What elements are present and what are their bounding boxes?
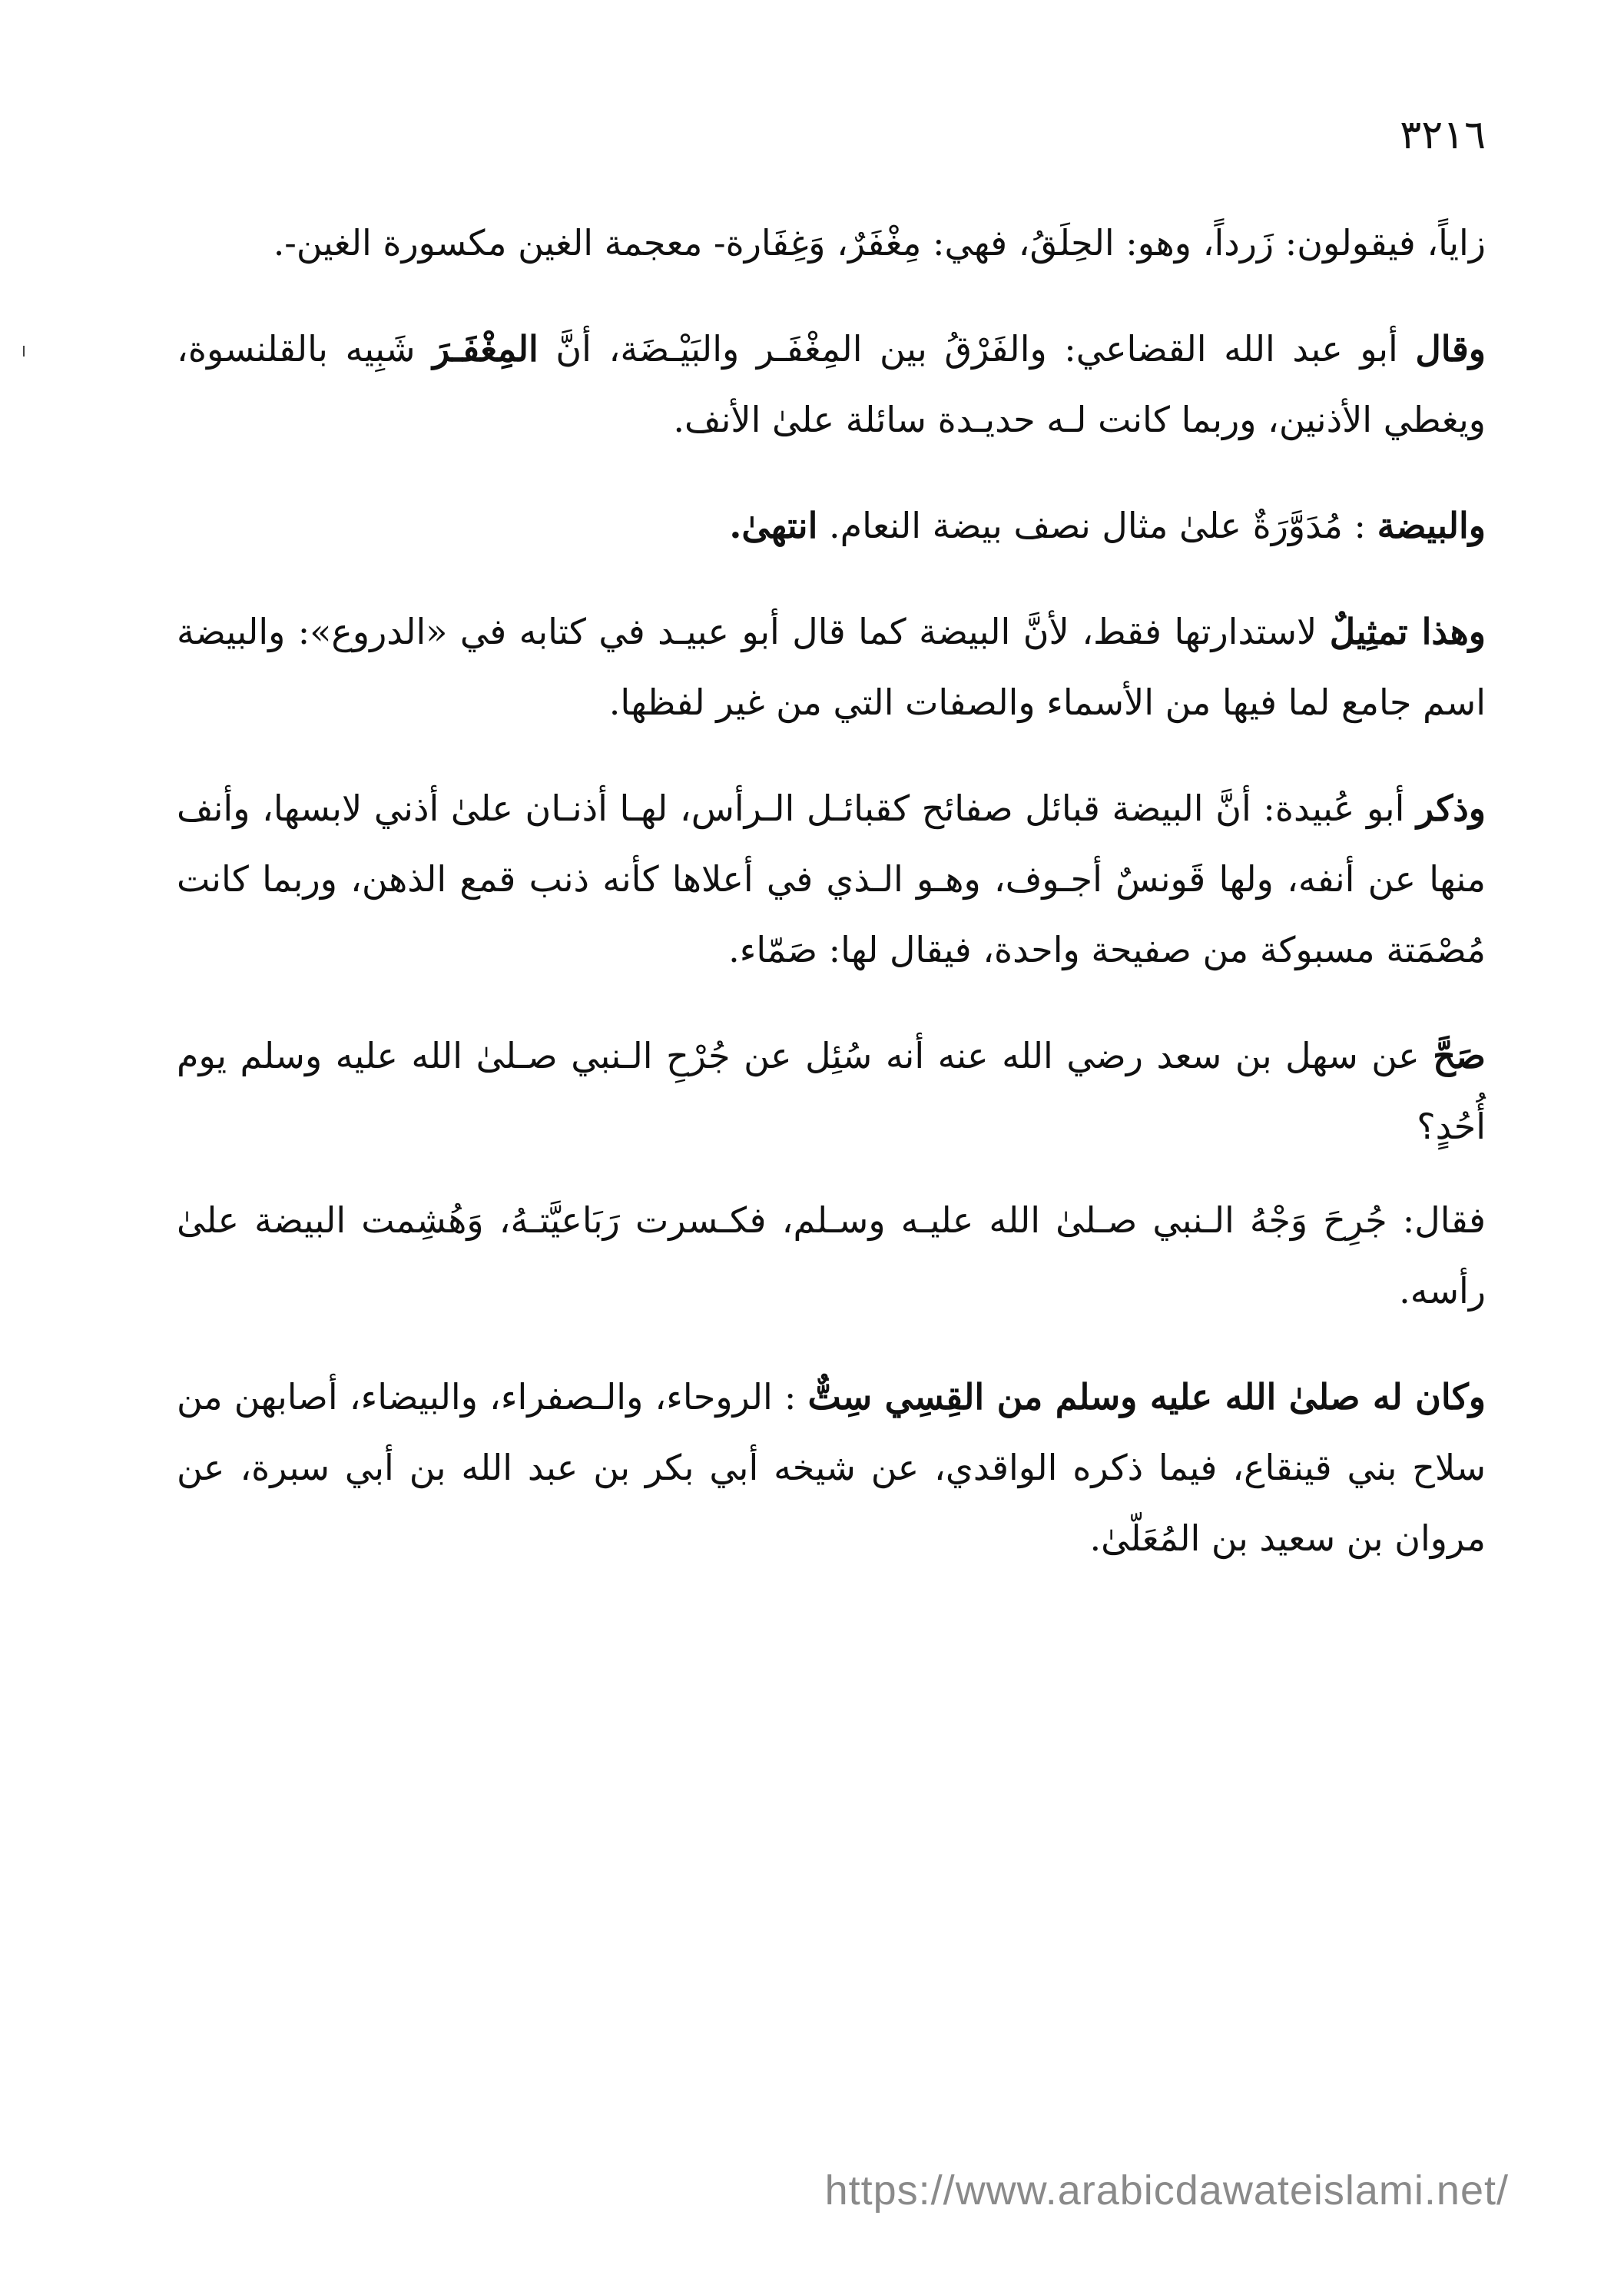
watermark-url: https://www.arabicdawateislami.net/ [824,2167,1509,2214]
paragraph-lead: وهذا تمثِيلٌ [1329,611,1486,652]
paragraph-text: أبو عُبيدة: أنَّ البيضة قبائل صفائح كقبائـل الـرأس، لهـا أذنـان علىٰ أذني لابسها، وأنف منها عن أنفه، ولها قَونسٌ أجـوف، وهـو الـذي في أعلاها كأنه ذنب قمع الذهن، وربما كانت مُصْمَتة مسبوكة من صفيحة واحدة، فيقال لها: صَمّاء. [177,788,1486,970]
paragraph-lead: وكان له صلىٰ الله عليه وسلم من القِسِي سِتٌّ [807,1376,1486,1418]
paragraph-lead: وذكر [1417,788,1486,829]
text-body [177,207,1486,1609]
paragraph-end-mark: انتهىٰ. [729,505,818,546]
page-number: ٣٢١٦ [1400,112,1486,158]
paragraph-text: أبو عبد الله القضاعي: والفَرْقُ بين المِغْفَـر والبَيْـضَة، أنَّ [538,328,1416,370]
paragraph-text: فقال: جُرِحَ وَجْهُ الـنبي صـلىٰ الله عليـه وسـلم، فكـسرت رَبَاعيَّتـهُ، وَهُشِمت البيضة علىٰ رأسه. [177,1199,1486,1312]
paragraph-2 [177,313,1486,455]
paragraph-4 [177,596,1486,738]
paragraph-text: : الروحاء، والـصفراء، والبيضاء، أصابهن من سلاح بني قينقاع، فيما ذكره الواقدي، عن شيخه أبي بكر بن عبد الله بن أبي سبرة، عن مروان بن سعيد بن المُعَلّىٰ. [177,1376,1486,1559]
paragraph-7 [177,1185,1486,1326]
paragraph-8 [177,1361,1486,1574]
paragraph-lead: والبيضة [1377,505,1486,546]
paragraph-text: عن سهل بن سعد رضي الله عنه أنه سُئِل عن جُرْحِ الـنبي صـلىٰ الله عليه وسلم يوم أُحُدٍ؟ [177,1035,1486,1147]
paragraph-lead: وقال [1415,328,1486,370]
paragraph-text-continued: شَبِيه بالقلنسوة، ويغطي الأذنين، وربما كانت لـه حديـدة سائلة علىٰ الأنف. [177,328,1486,440]
paragraph-text: : مُدَوَّرَةٌ علىٰ مثال نصف بيضة النعام. [817,505,1377,546]
paragraph-5 [177,773,1486,985]
paragraph-1 [177,207,1486,278]
paragraph-text: لاستدارتها فقط، لأنَّ البيضة كما قال أبو عبيـد في كتابه في «الدروع»: والبيضة اسم جامع لما فيها من الأسماء والصفات التي من غير لفظها. [177,611,1486,723]
scan-edge-mark [23,346,25,357]
paragraph-6 [177,1020,1486,1162]
paragraph-text: زاياً، فيقولون: زَرداً، وهو: الحِلَقُ، فهي: مِغْفَرٌ، وَغِفَارة- معجمة الغين مكسورة الغين-. [273,222,1486,264]
paragraph-3 [177,490,1486,561]
paragraph-lead: صَحَّ [1433,1035,1486,1076]
paragraph-bold-term: المِغْفَـرَ [433,328,539,370]
